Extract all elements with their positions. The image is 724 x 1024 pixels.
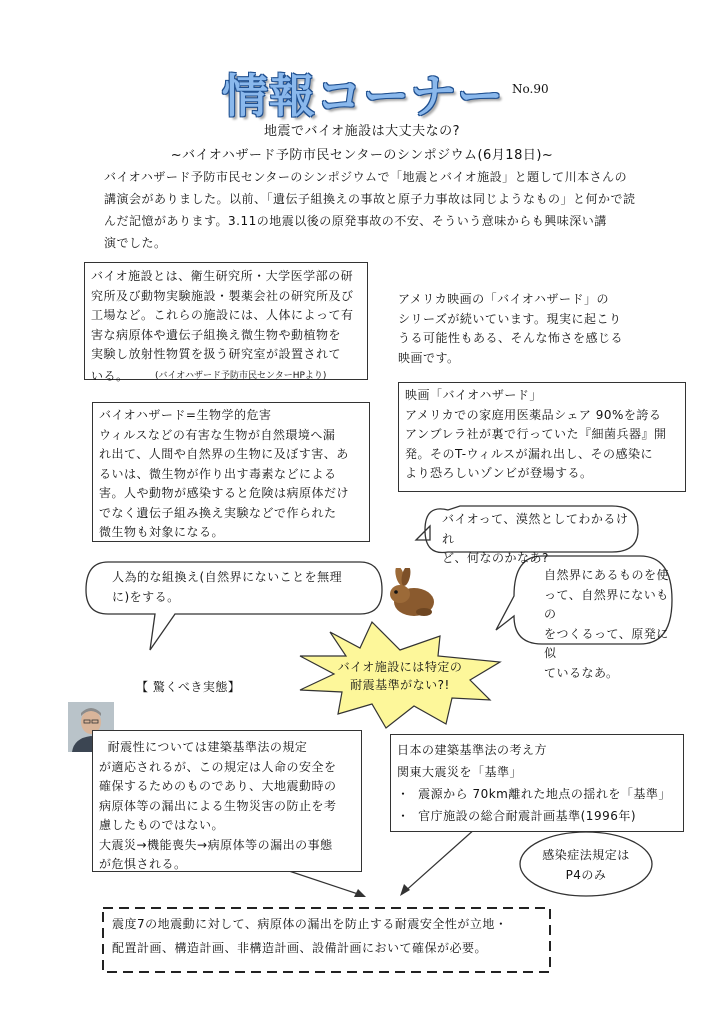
intro-line: バイオハザード予防市民センターのシンポジウムで「地震とバイオ施設」と題して川本さんの [104,170,628,184]
box-line: 実験し放射性物質を扱う研究室が設置されて [91,347,342,361]
box-line: 耐震性については建築基準法の規定 [99,740,308,754]
box-line: バイオハザード=生物学的危害 [99,408,272,422]
building-standards-box [390,734,684,832]
note-line: シリーズが続いています。現実に起こり [398,311,622,326]
rabbit-icon [384,568,440,620]
box-line: アメリカでの家庭用医薬品シェア 90%を誇る [405,407,662,422]
standards-bullet: ・ 官庁施設の総合耐震計画基準(1996年) [397,809,637,823]
box-line: 映画「バイオハザード」 [405,388,542,402]
bubble-line: に)をする。 [112,589,180,604]
conclusion-line: 震度7の地震動に対して、病原体の漏出を防止する耐震安全性が立地・ [112,917,508,931]
box-line: が危惧される。 [99,857,187,871]
box-line: 微生物も対象になる。 [99,525,225,539]
box-line: 害。人や動物が感染すると危険は病原体だけ [99,486,350,500]
box-line: 大震災→機能喪失→病原体等の漏出の事態 [99,837,333,852]
page-title: 情報コーナー [222,69,504,123]
conclusion-line: 配置計画、構造計画、非構造計画、設備計画において確保が必要。 [112,941,488,955]
intro-line: んだ記憶があります。3.11の地震以後の原発事故の不安、そういう意味からも興味深い講 [104,214,607,228]
box-line: より恐ろしいゾンビが登場する。 [405,466,593,480]
note-line: アメリカ映画の「バイオハザード」の [398,292,610,306]
article-subheadline: ~バイオハザード予防市民センターのシンポジウム(6月18日)~ [170,148,554,163]
box-line: バイオ施設とは、衛生研究所・大学医学部の研 [91,269,354,283]
box-line: 病原体等の漏出による生物災害の防止を考 [99,798,337,813]
nature-bubble [544,566,674,683]
starburst-line: バイオ施設には特定の [337,660,463,674]
standards-title: 日本の建築基準法の考え方 [397,743,548,757]
standards-bullet: ・ 震源から 70km離れた地点の揺れを「基準」 [397,787,671,801]
issue-number: No.90 [512,82,549,96]
source-note: (バイオハザード予防市民センターHPより) [155,370,327,381]
note-line: うる可能性もある、そんな怖さを感じる [398,331,624,345]
box-line: るいは、微生物が作り出す毒素などによる [99,466,337,481]
box-line: 害な病原体や遺伝子組換え微生物や動植物を [91,327,342,342]
bubble-line: ど、何なのかなあ? [442,551,549,565]
surprising-facts-label: 【 驚くべき実態】 [136,680,241,694]
box-line: 確保するためのものであり、大地震動時の [99,779,337,793]
box-line: 究所及び動物実験施設・製薬会社の研究所及び [91,288,354,303]
box-line: アンブレラ社が裏で行っていた『細菌兵器』開 [405,427,667,441]
starburst-callout [320,658,480,694]
bubble-line: をつくるって、原発に似 [544,626,669,660]
oval-line: P4のみ [565,867,607,882]
seismic-regulation-box [92,730,362,872]
intro-line: 講演会がありました。以前、「遺伝子組換えの事故と原子力事故は同じようなもの」と何かで読 [104,192,636,206]
bubble-line: 自然界にあるものを使 [544,568,670,582]
box-line: 発。そのT-ウィルスが漏れ出し、その感染に [405,446,653,461]
note-line: 映画です。 [398,350,460,365]
connector-arrow [402,828,476,894]
infection-law-oval [528,846,644,885]
box-line: 慮したものではない。 [99,818,225,832]
conclusion-box [112,912,544,960]
box-line: ウィルスなどの有害な生物が自然環境へ漏 [99,427,336,442]
bubble-line: って、自然界にないもの [544,587,669,621]
box-line: 工場など。これらの施設には、人体によって有 [91,308,354,322]
question-bubble [442,510,638,569]
bubble-line: ているなあ。 [544,665,619,680]
standards-basis: 関東大震災を「基準」 [397,765,523,779]
bubble-line: 人為的な組換え(自然界にないことを無理 [112,570,343,584]
article-headline: 地震でバイオ施設は大丈夫なの? [263,124,460,139]
box-line: れ出て、人間や自然界の生物に及ぼす害、あ [99,447,349,461]
recombination-bubble [112,568,382,607]
intro-line: 演でした。 [104,236,167,250]
oval-line: 感染症法規定は [542,848,630,862]
bubble-line: バイオって、漠然としてわかるけれ [442,512,629,546]
connector-arrowhead [400,884,410,896]
box-line: いる。 [91,368,129,383]
box-line: が適応されるが、この規定は人命の安全を [99,759,337,774]
box-line: でなく遺伝子組み換え実験などで作られた [99,505,337,520]
starburst-line: 耐震基準がない?! [350,678,450,692]
